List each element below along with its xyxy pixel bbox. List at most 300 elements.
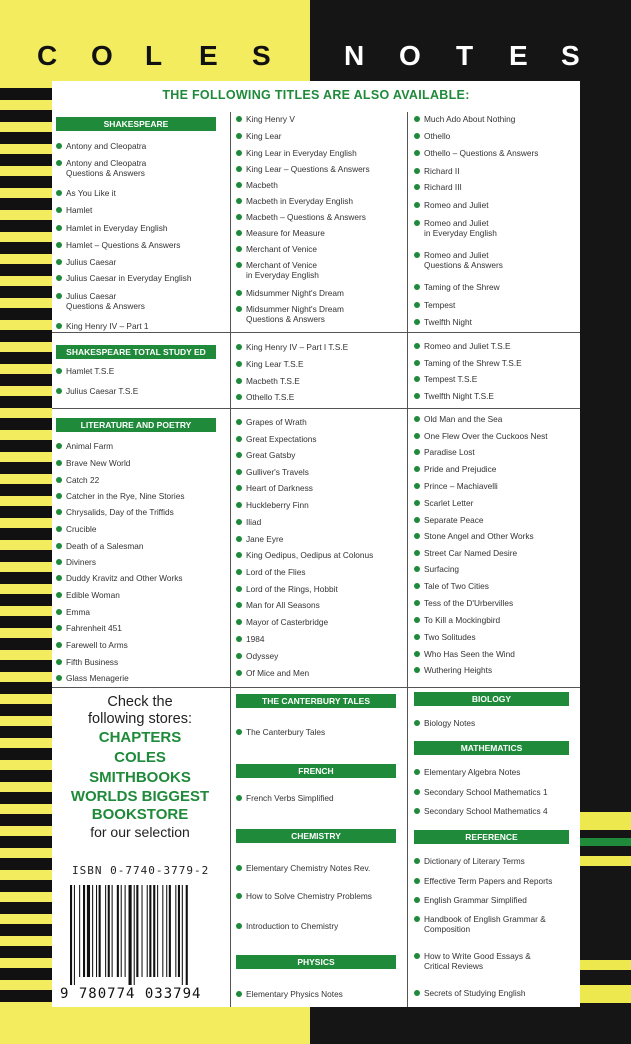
- stripe: [0, 792, 52, 804]
- stripe: [0, 968, 52, 980]
- stripe: [0, 682, 52, 694]
- title-label: Man for All Seasons: [246, 600, 320, 610]
- title-label: King Oedipus, Oedipus at Colonus: [246, 550, 374, 560]
- bullet-icon: [236, 306, 242, 312]
- title-label: Macbeth T.S.E: [246, 376, 300, 386]
- title-label: Mayor of Casterbridge: [246, 617, 329, 627]
- title-label: Dictionary of Literary Terms: [424, 856, 525, 866]
- bullet-icon: [414, 150, 420, 156]
- title-label: Effective Term Papers and Reports: [424, 876, 553, 886]
- bullet-icon: [414, 202, 420, 208]
- title-label: Edible Woman: [66, 590, 120, 600]
- bullet-icon: [236, 469, 242, 475]
- barcode: [68, 885, 218, 985]
- store-name: CHAPTERS: [98, 729, 182, 746]
- section-badge-biology: BIOLOGY: [414, 692, 569, 706]
- bullet-icon: [56, 460, 62, 466]
- title-label: Twelfth Night: [424, 317, 472, 327]
- stripe: [0, 330, 52, 342]
- bullet-icon: [414, 720, 420, 726]
- stripe: [0, 418, 52, 430]
- stripe: [0, 902, 52, 914]
- header-letter: T: [456, 40, 474, 71]
- divider: [230, 112, 231, 1007]
- bullet-icon: [414, 133, 420, 139]
- bullet-icon: [236, 394, 242, 400]
- stripe: [0, 154, 52, 166]
- bullet-icon: [56, 625, 62, 631]
- title-label: Street Car Named Desire: [424, 548, 518, 558]
- title-label: Handbook of English Grammar & Composition: [424, 914, 546, 934]
- bullet-icon: [414, 634, 420, 640]
- bullet-icon: [236, 419, 242, 425]
- header-letter: O: [91, 40, 113, 71]
- bullet-icon: [56, 609, 62, 615]
- stripe: [0, 132, 52, 144]
- divider: [52, 687, 580, 688]
- bullet-icon: [414, 343, 420, 349]
- bullet-icon: [56, 259, 62, 265]
- stripe: [0, 616, 52, 628]
- bullet-icon: [414, 184, 420, 190]
- store-name: SMITHBOOKS: [89, 769, 191, 786]
- bullet-icon: [56, 509, 62, 515]
- barcode-bar: [147, 885, 148, 977]
- barcode-bar: [87, 885, 90, 977]
- title-label: Biology Notes: [424, 718, 476, 728]
- title-label: Taming of the Shrew T.S.E: [424, 358, 522, 368]
- title-label: Crucible: [66, 524, 97, 534]
- section-badge-chemistry: CHEMISTRY: [236, 829, 396, 843]
- title-label: Othello: [424, 131, 451, 141]
- stripe: [0, 770, 52, 782]
- title-label: Julius Caesar: [66, 257, 117, 267]
- header-letter: E: [509, 40, 528, 71]
- bullet-icon: [236, 923, 242, 929]
- section-badge-literature: LITERATURE AND POETRY: [56, 418, 216, 432]
- bullet-icon: [56, 477, 62, 483]
- stripe: [0, 660, 52, 672]
- bullet-icon: [414, 953, 420, 959]
- barcode-bar: [129, 885, 132, 985]
- selection-text: for our selection: [90, 824, 190, 840]
- title-label: Separate Peace: [424, 515, 484, 525]
- barcode-bar: [162, 885, 163, 977]
- bullet-icon: [56, 575, 62, 581]
- section-badge-reference: REFERENCE: [414, 830, 569, 844]
- barcode-bar: [108, 885, 110, 977]
- title-label: Catch 22: [66, 475, 100, 485]
- bullet-icon: [236, 116, 242, 122]
- bullet-icon: [414, 500, 420, 506]
- title-label: Grapes of Wrath: [246, 417, 307, 427]
- stripe: [0, 462, 52, 474]
- bullet-icon: [414, 789, 420, 795]
- stripe: [0, 704, 52, 716]
- title-label: Taming of the Shrew: [424, 282, 500, 292]
- bullet-icon: [236, 536, 242, 542]
- title-label: Lord of the Rings, Hobbit: [246, 584, 338, 594]
- bullet-icon: [236, 619, 242, 625]
- header-letter: N: [344, 40, 365, 71]
- barcode-bar: [134, 885, 135, 985]
- title-label: Julius Caesar Questions & Answers: [66, 291, 145, 311]
- stripe: [580, 838, 631, 846]
- bullet-icon: [414, 252, 420, 258]
- title-label: Secrets of Studying English: [424, 988, 526, 998]
- stripe: [0, 88, 52, 100]
- stripe: [0, 858, 52, 870]
- title-label: Antony and Cleopatra: [66, 141, 147, 151]
- title-label: Tempest T.S.E: [424, 374, 478, 384]
- bullet-icon: [414, 858, 420, 864]
- coles-notes-header: [0, 32, 631, 80]
- stripe: [0, 198, 52, 210]
- section-badge-shakespeare: SHAKESPEARE: [56, 117, 216, 131]
- bullet-icon: [236, 166, 242, 172]
- title-label: Richard II: [424, 166, 460, 176]
- bullet-icon: [236, 729, 242, 735]
- bullet-icon: [414, 168, 420, 174]
- header-letter: O: [399, 40, 421, 71]
- bullet-icon: [414, 319, 420, 325]
- title-label: King Henry V: [246, 114, 295, 124]
- section-badge-french: FRENCH: [236, 764, 396, 778]
- title-label: Emma: [66, 607, 90, 617]
- check-stores-text: Check the following stores:: [88, 694, 192, 727]
- stripe: [0, 352, 52, 364]
- barcode-bar: [166, 885, 167, 977]
- title-label: Farewell to Arms: [66, 640, 128, 650]
- title-label: Lord of the Flies: [246, 567, 306, 577]
- bullet-icon: [236, 485, 242, 491]
- bullet-icon: [56, 143, 62, 149]
- bullet-icon: [56, 592, 62, 598]
- barcode-bar: [178, 885, 180, 977]
- bullet-icon: [56, 659, 62, 665]
- stripe: [0, 396, 52, 408]
- title-label: Antony and Cleopatra Questions & Answers: [66, 158, 147, 178]
- barcode-bar: [186, 885, 188, 985]
- title-label: King Lear: [246, 131, 282, 141]
- title-label: Scarlet Letter: [424, 498, 474, 508]
- title-label: Great Expectations: [246, 434, 317, 444]
- bullet-icon: [414, 466, 420, 472]
- barcode-bar: [149, 885, 151, 977]
- title-label: Pride and Prejudice: [424, 464, 497, 474]
- bullet-icon: [56, 388, 62, 394]
- bullet-icon: [56, 242, 62, 248]
- bullet-icon: [56, 293, 62, 299]
- stripe: [0, 484, 52, 496]
- title-label: Glass Menagerie: [66, 673, 129, 683]
- title-label: Animal Farm: [66, 441, 114, 451]
- title-label: Gulliver's Travels: [246, 467, 309, 477]
- bullet-icon: [414, 483, 420, 489]
- bullet-icon: [56, 642, 62, 648]
- title-label: King Henry IV – Part I T.S.E: [246, 342, 349, 352]
- title-label: Secondary School Mathematics 4: [424, 806, 548, 816]
- bullet-icon: [236, 552, 242, 558]
- bullet-icon: [414, 878, 420, 884]
- stripe: [0, 506, 52, 518]
- stripe: [580, 985, 631, 1003]
- title-label: Huckleberry Finn: [246, 500, 309, 510]
- bullet-icon: [56, 190, 62, 196]
- bullet-icon: [236, 361, 242, 367]
- bullet-icon: [56, 493, 62, 499]
- bullet-icon: [236, 182, 242, 188]
- barcode-bar: [112, 885, 113, 977]
- bullet-icon: [414, 566, 420, 572]
- barcode-bar: [182, 885, 183, 985]
- title-label: Hamlet in Everyday English: [66, 223, 168, 233]
- bullet-icon: [414, 449, 420, 455]
- barcode-bar: [79, 885, 80, 977]
- stripe: [0, 308, 52, 320]
- title-label: Elementary Algebra Notes: [424, 767, 521, 777]
- title-label: English Grammar Simplified: [424, 895, 527, 905]
- title-label: Hamlet – Questions & Answers: [66, 240, 181, 250]
- title-label: Macbeth – Questions & Answers: [246, 212, 366, 222]
- title-label: Great Gatsby: [246, 450, 296, 460]
- stripe: [0, 220, 52, 232]
- title-label: Twelfth Night T.S.E: [424, 391, 494, 401]
- stripe: [0, 110, 52, 122]
- barcode-bar: [70, 885, 72, 985]
- title-label: Old Man and the Sea: [424, 414, 503, 424]
- bullet-icon: [236, 290, 242, 296]
- stripe: [0, 880, 52, 892]
- isbn: ISBN 0-7740-3779-2: [72, 864, 210, 877]
- title-label: Romeo and Juliet Questions & Answers: [424, 250, 503, 270]
- title-label: Othello – Questions & Answers: [424, 148, 539, 158]
- stripe: [580, 812, 631, 830]
- title-label: Brave New World: [66, 458, 131, 468]
- title-label: How to Write Good Essays & Critical Reviews: [424, 951, 531, 971]
- bullet-icon: [236, 502, 242, 508]
- title-label: Odyssey: [246, 651, 279, 661]
- title-label: Fahrenheit 451: [66, 623, 122, 633]
- bullet-icon: [414, 116, 420, 122]
- bullet-icon: [414, 284, 420, 290]
- barcode-bar: [99, 885, 101, 977]
- title-label: Elementary Chemistry Notes Rev.: [246, 863, 371, 873]
- bullet-icon: [236, 865, 242, 871]
- title-label: Midsummer Night's Dream Questions & Answers: [246, 304, 344, 324]
- bullet-icon: [414, 583, 420, 589]
- stripe: [0, 726, 52, 738]
- title-label: Wuthering Heights: [424, 665, 493, 675]
- barcode-bar: [121, 885, 122, 977]
- divider: [52, 332, 580, 333]
- bullet-icon: [414, 416, 420, 422]
- store-list: [52, 694, 228, 841]
- title-label: Hamlet T.S.E: [66, 366, 115, 376]
- title-label: Secondary School Mathematics 1: [424, 787, 548, 797]
- title-label: Two Solitudes: [424, 632, 476, 642]
- barcode-bar: [74, 885, 75, 985]
- bullet-icon: [236, 653, 242, 659]
- header-letter: S: [252, 40, 271, 71]
- title-label: One Flew Over the Cuckoos Nest: [424, 431, 548, 441]
- bullet-icon: [236, 569, 242, 575]
- store-name: COLES: [114, 749, 166, 766]
- bullet-icon: [414, 990, 420, 996]
- barcode-bar: [136, 885, 138, 977]
- bullet-icon: [414, 897, 420, 903]
- barcode-bar: [105, 885, 106, 977]
- section-badge-mathematics: MATHEMATICS: [414, 741, 569, 755]
- title-label: Paradise Lost: [424, 447, 475, 457]
- bullet-icon: [414, 808, 420, 814]
- title-label: Fifth Business: [66, 657, 119, 667]
- bullet-icon: [56, 323, 62, 329]
- bullet-icon: [414, 651, 420, 657]
- bullet-icon: [414, 302, 420, 308]
- section-badge-total-study: SHAKESPEARE TOTAL STUDY ED: [56, 345, 216, 359]
- stripe: [0, 748, 52, 760]
- bullet-icon: [236, 452, 242, 458]
- title-label: Romeo and Juliet T.S.E: [424, 341, 511, 351]
- bullet-icon: [236, 246, 242, 252]
- bullet-icon: [236, 230, 242, 236]
- barcode-bar: [125, 885, 126, 977]
- title-label: Richard III: [424, 182, 462, 192]
- title-label: The Canterbury Tales: [246, 727, 326, 737]
- bullet-icon: [414, 769, 420, 775]
- bullet-icon: [236, 586, 242, 592]
- title-label: Merchant of Venice in Everyday English: [246, 260, 319, 280]
- barcode-bar: [83, 885, 85, 977]
- bullet-icon: [236, 795, 242, 801]
- title-label: Chrysalids, Day of the Triffids: [66, 507, 174, 517]
- bullet-icon: [414, 617, 420, 623]
- title-label: Catcher in the Rye, Nine Stories: [66, 491, 185, 501]
- bullet-icon: [414, 433, 420, 439]
- barcode-bar: [92, 885, 93, 977]
- stripe: [0, 374, 52, 386]
- bullet-icon: [414, 393, 420, 399]
- title-label: Who Has Seen the Wind: [424, 649, 515, 659]
- bullet-icon: [56, 675, 62, 681]
- stripe: [0, 440, 52, 452]
- divider: [407, 112, 408, 1007]
- title-label: Macbeth: [246, 180, 278, 190]
- title-label: Jane Eyre: [246, 534, 284, 544]
- title-label: Macbeth in Everyday English: [246, 196, 353, 206]
- barcode-bar: [96, 885, 97, 977]
- titles-heading: THE FOLLOWING TITLES ARE ALSO AVAILABLE:: [162, 88, 470, 102]
- title-label: Tempest: [424, 300, 456, 310]
- title-label: Of Mice and Men: [246, 668, 310, 678]
- bullet-icon: [236, 636, 242, 642]
- stripe: [580, 960, 631, 970]
- bullet-icon: [414, 360, 420, 366]
- stripe: [0, 594, 52, 606]
- stripe: [0, 286, 52, 298]
- bullet-icon: [236, 262, 242, 268]
- title-label: Introduction to Chemistry: [246, 921, 339, 931]
- barcode-bar: [157, 885, 158, 977]
- title-label: Duddy Kravitz and Other Works: [66, 573, 183, 583]
- section-badge-physics: PHYSICS: [236, 955, 396, 969]
- stripe: [0, 814, 52, 826]
- title-label: Measure for Measure: [246, 228, 325, 238]
- title-label: Romeo and Juliet: [424, 200, 489, 210]
- barcode-number: 9 780774 033794: [60, 986, 202, 1002]
- bullet-icon: [56, 207, 62, 213]
- header-letter: S: [561, 40, 580, 71]
- stripe: [0, 550, 52, 562]
- title-label: Merchant of Venice: [246, 244, 318, 254]
- stripe: [0, 946, 52, 958]
- title-label: King Henry IV – Part 1: [66, 321, 149, 331]
- header-letter: L: [145, 40, 163, 71]
- stripe: [0, 572, 52, 584]
- title-label: Othello T.S.E: [246, 392, 295, 402]
- stripe: [0, 264, 52, 276]
- title-label: Iliad: [246, 517, 262, 527]
- bullet-icon: [56, 225, 62, 231]
- title-label: Julius Caesar T.S.E: [66, 386, 139, 396]
- title-label: Romeo and Juliet in Everyday English: [424, 218, 497, 238]
- title-label: French Verbs Simplified: [246, 793, 334, 803]
- title-label: Surfacing: [424, 564, 460, 574]
- stripe: [0, 836, 52, 848]
- barcode-bar: [169, 885, 171, 977]
- title-label: Diviners: [66, 557, 96, 567]
- title-label: King Lear in Everyday English: [246, 148, 357, 158]
- barcode-bar: [153, 885, 155, 977]
- bullet-icon: [56, 368, 62, 374]
- bullet-icon: [56, 160, 62, 166]
- title-label: King Lear T.S.E: [246, 359, 304, 369]
- bullet-icon: [56, 443, 62, 449]
- bullet-icon: [414, 533, 420, 539]
- bullet-icon: [414, 376, 420, 382]
- bullet-icon: [414, 517, 420, 523]
- title-label: Stone Angel and Other Works: [424, 531, 534, 541]
- bullet-icon: [236, 378, 242, 384]
- stripe: [0, 638, 52, 650]
- title-label: Prince – Machiavelli: [424, 481, 498, 491]
- store-name: BOOKSTORE: [91, 806, 189, 823]
- stripe: [0, 528, 52, 540]
- stripe: [580, 856, 631, 866]
- title-label: Hamlet: [66, 205, 93, 215]
- title-label: How to Solve Chemistry Problems: [246, 891, 372, 901]
- stripe: [0, 176, 52, 188]
- bullet-icon: [414, 916, 420, 922]
- bottom-band: [0, 1007, 631, 1044]
- bullet-icon: [414, 220, 420, 226]
- barcode-bar: [142, 885, 143, 977]
- title-label: 1984: [246, 634, 265, 644]
- title-label: Death of a Salesman: [66, 541, 144, 551]
- titles-panel: [52, 81, 580, 1007]
- bullet-icon: [236, 214, 242, 220]
- bullet-icon: [56, 543, 62, 549]
- bullet-icon: [414, 600, 420, 606]
- stripe: [0, 990, 52, 1002]
- bullet-icon: [236, 344, 242, 350]
- bullet-icon: [236, 602, 242, 608]
- bullet-icon: [236, 519, 242, 525]
- title-label: Tale of Two Cities: [424, 581, 489, 591]
- stripe: [0, 924, 52, 936]
- bullet-icon: [414, 667, 420, 673]
